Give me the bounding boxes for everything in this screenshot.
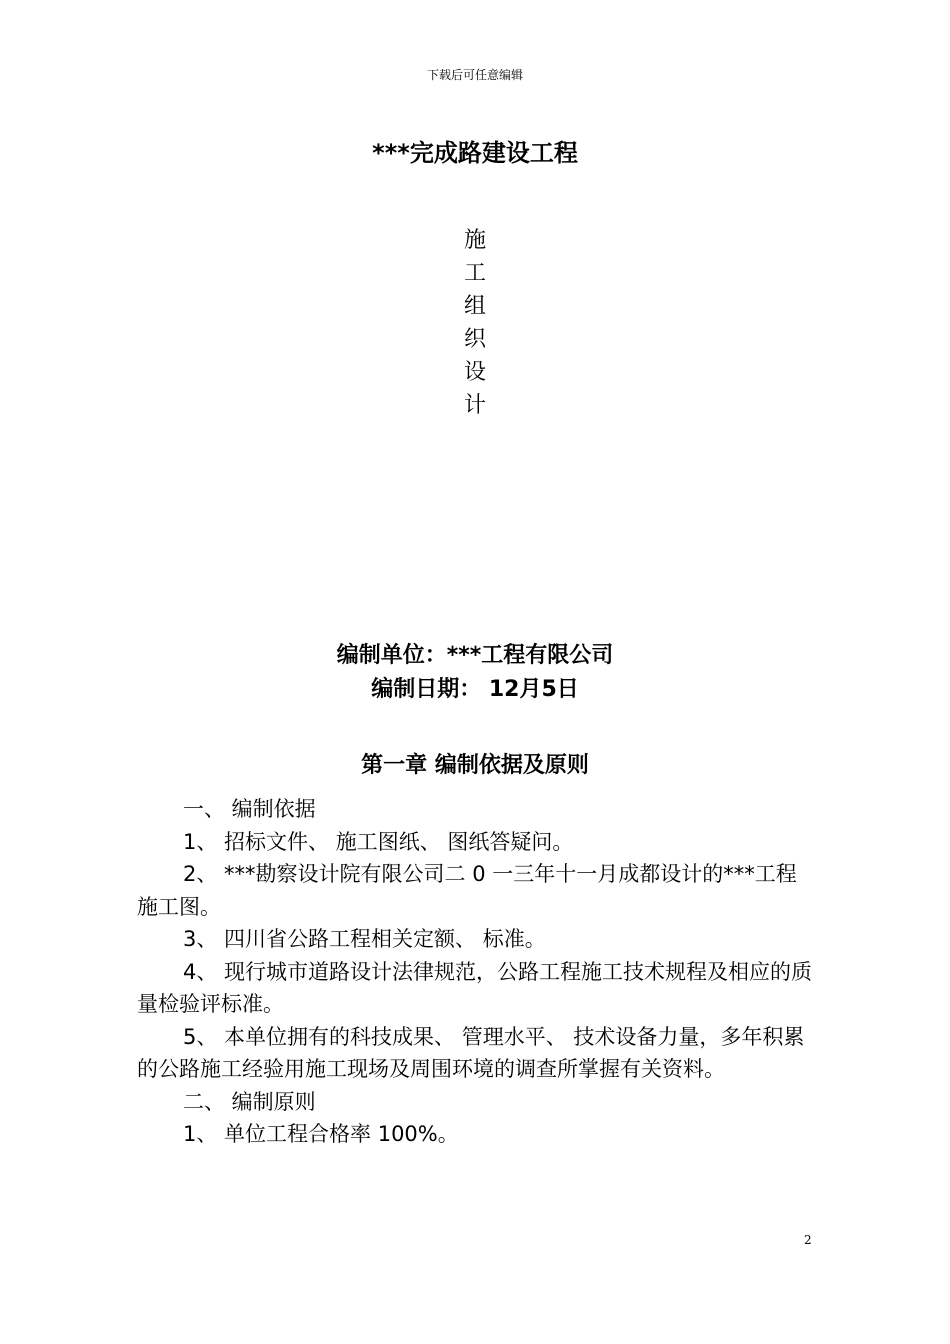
vertical-title-char: 计 [463, 393, 486, 418]
list-item: 1、 单位工程合格率 100%。 [183, 1122, 459, 1146]
list-item: 5、 本单位拥有的科技成果、 管理水平、 技术设备力量，多年积累的公路施工经验用施工现场及周围环境的调查所掌握有关资料。 [137, 1024, 805, 1081]
chapter-title: 第一章 编制依据及原则 [361, 753, 589, 778]
vertical-title-char: 织 [463, 327, 486, 352]
list-item: 1、 招标文件、 施工图纸、 图纸答疑问。 [183, 829, 574, 854]
vertical-title-char: 工 [463, 261, 486, 286]
list-item: 2、 ***勘察设计院有限公司二 0 一三年十一月成都设计的***工程施工图。 [137, 862, 797, 919]
list-item: 3、 四川省公路工程相关定额、 标准。 [183, 927, 546, 951]
compiling-unit: 编制单位：***工程有限公司 [336, 643, 614, 668]
body-text [137, 793, 817, 1151]
section-heading: 二、 编制原则 [183, 1089, 316, 1114]
header-note: 下载后可任意编辑 [426, 68, 523, 82]
vertical-title-char: 组 [463, 294, 486, 319]
vertical-title-char: 设 [463, 360, 486, 385]
vertical-title-char: 施 [463, 228, 486, 253]
vertical-title [457, 224, 493, 422]
compiling-date: 编制日期： 12月5日 [371, 677, 579, 702]
page-number: 2 [804, 1233, 812, 1247]
section-heading: 一、 编制依据 [183, 797, 316, 821]
list-item: 4、 现行城市道路设计法律规范，公路工程施工技术规程及相应的质量检验评标准。 [137, 959, 813, 1016]
document-title: ***完成路建设工程 [372, 139, 578, 167]
